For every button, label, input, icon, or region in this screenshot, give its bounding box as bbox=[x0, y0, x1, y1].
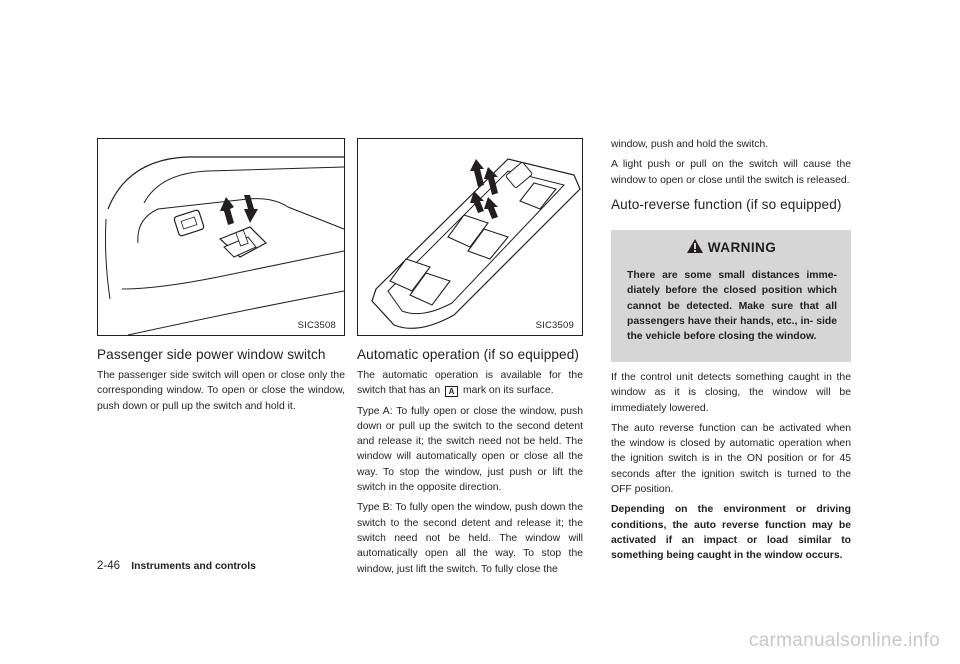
paragraph bbox=[357, 368, 583, 399]
column-2 bbox=[357, 346, 583, 577]
section-heading: Auto-reverse function (if so equipped) bbox=[611, 196, 842, 212]
paragraph: The passenger side switch will open or close only the corresponding window. To open or close the window, push down or pull up the switch and hold it. bbox=[97, 370, 345, 412]
paragraph: The auto reverse function can be activated when the window is closed by automatic operation when the ignition switch is in the ON position or for 45 seconds after the ignition switch is turned to the OFF position. bbox=[611, 422, 851, 496]
column-3-lower bbox=[611, 370, 851, 564]
column-1 bbox=[97, 346, 345, 414]
section-heading: Automatic operation (if so equipped) bbox=[357, 347, 579, 362]
figure-label: SIC3509 bbox=[535, 320, 574, 331]
warning-text: There are some small distances imme- diately before the closed position which cannot be detected. Make sure that all passengers have their hands, etc., in- side the vehicle before closing the window. bbox=[627, 270, 837, 343]
page-number: 2-46 bbox=[97, 560, 121, 572]
paragraph-bold: Depending on the environment or driving conditions, the auto reverse function may be activated if an impact or load similar to something being caught in the window occurs. bbox=[611, 504, 851, 562]
warning-title-text: WARNING bbox=[707, 240, 777, 255]
paragraph: window, push and hold the switch. bbox=[611, 139, 769, 150]
passenger-switch-illustration bbox=[98, 139, 346, 337]
figure-label: SIC3508 bbox=[297, 320, 336, 331]
auto-mark-icon: A bbox=[445, 386, 458, 397]
paragraph: A light push or pull on the switch will cause the window to open or close until the switch is released. bbox=[611, 159, 851, 186]
warning-box bbox=[611, 230, 851, 362]
watermark: carmanualsonline.info bbox=[748, 630, 940, 651]
figure-driver-switch bbox=[357, 138, 583, 336]
paragraph-type-a: Type A: To fully open or close the window, push down or pull up the switch to the second detent and release it; the switch need not be held. The window will automatically open or close all the way. To stop the window, just push or lift the switch in the opposite direction. bbox=[357, 405, 583, 494]
column-3 bbox=[611, 137, 851, 214]
warning-triangle-icon bbox=[686, 238, 704, 260]
page-footer bbox=[97, 560, 256, 572]
driver-switch-illustration bbox=[358, 139, 584, 337]
warning-title bbox=[611, 238, 851, 260]
intro-text: The automatic operation is available for the switch that has an bbox=[357, 370, 583, 397]
figure-passenger-switch bbox=[97, 138, 345, 336]
paragraph: If the control unit detects something caught in the window as it is closing, the window will be immediately lowered. bbox=[611, 372, 851, 414]
intro-text-end: mark on its surface. bbox=[462, 385, 554, 397]
section-heading: Passenger side power window switch bbox=[97, 347, 326, 362]
paragraph-type-b: Type B: To fully open the window, push down the switch to the second detent and release it; the switch need not be held. The window will automatically open all the way. To stop the window, just lift the switch. To fully close the bbox=[357, 502, 583, 575]
section-name: Instruments and controls bbox=[131, 561, 256, 572]
